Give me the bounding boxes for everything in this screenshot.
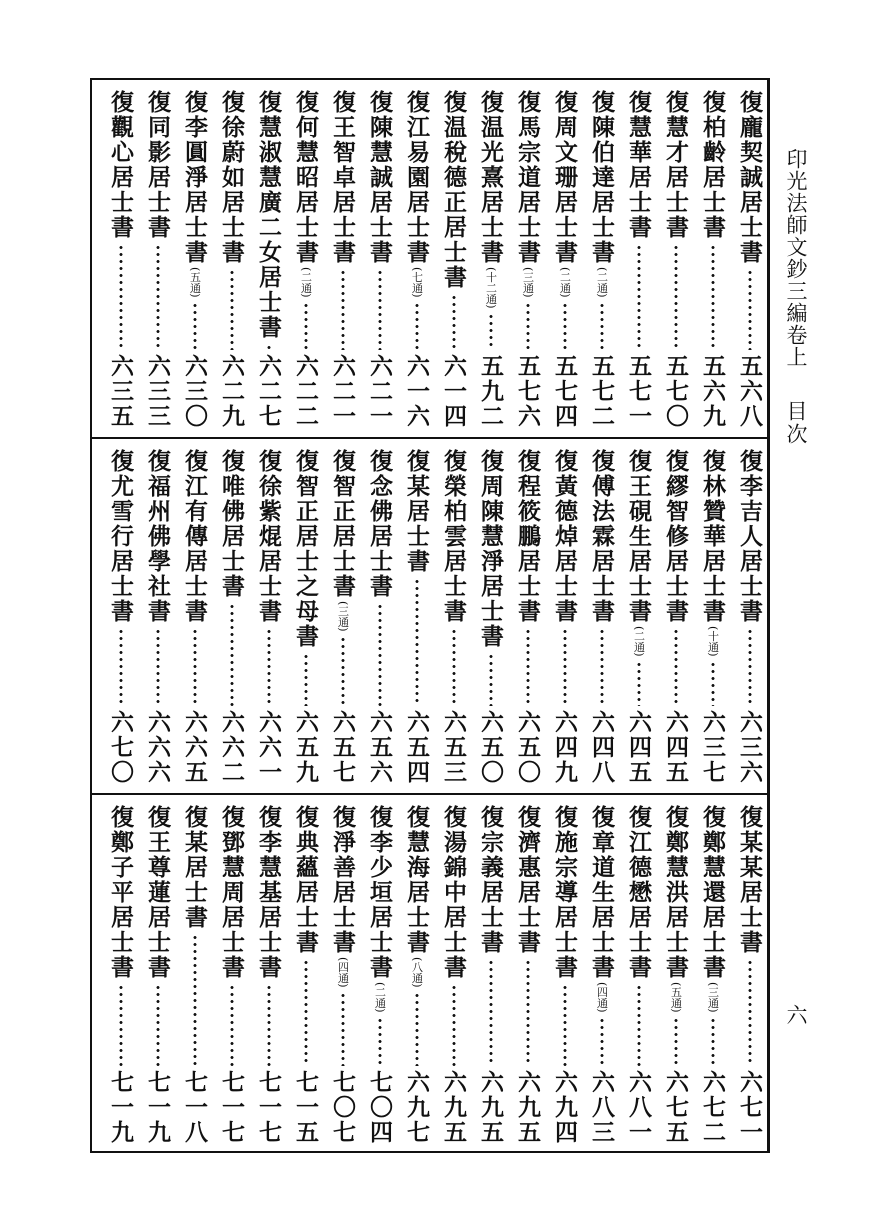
toc-entry-title: 復温光熹居士書 [477, 90, 504, 265]
leader-dots [710, 244, 716, 350]
toc-entry-page: 五七四 [551, 354, 578, 429]
toc-entry-page: 六一四 [440, 354, 467, 429]
toc-entry-page: 六九七 [403, 1070, 430, 1145]
toc-entry-title: 復同影居士書 [144, 90, 171, 240]
toc-entry-title: 復徐紫焜居士書 [255, 449, 282, 624]
toc-entry [657, 795, 694, 1151]
toc-entry [361, 439, 398, 791]
toc-entry-page: 六五三 [440, 710, 467, 785]
leader-dots [118, 628, 124, 706]
toc-entry-title: 復馬宗道居士書 [514, 90, 541, 265]
leader-dots [747, 959, 753, 1066]
toc-entry [139, 795, 176, 1151]
toc-entry-title: 復慧華居士書 [625, 90, 652, 240]
toc-entry [176, 80, 213, 435]
toc-entry-title: 復慧海居士書 [403, 805, 430, 955]
toc-entry-page: 五九二 [477, 354, 504, 429]
toc-entry-title: 復周陳慧淨居士書 [477, 449, 504, 649]
leader-dots [414, 578, 420, 706]
toc-entry-title: 復福州佛學社書 [144, 449, 171, 624]
toc-entry-page: 七一七 [255, 1070, 282, 1145]
toc-entry-title: 復智正居士書 [329, 449, 356, 599]
toc-entry-title: 復柏齡居士書 [699, 90, 726, 240]
toc-entry-title: 復陳伯達居士書 [588, 90, 615, 265]
leader-dots [636, 984, 642, 1066]
leader-dots [562, 984, 568, 1066]
toc-entry [102, 795, 139, 1151]
leader-dots [636, 661, 642, 706]
toc-section-3 [92, 795, 768, 1151]
toc-columns [102, 439, 768, 791]
toc-entry [731, 80, 768, 435]
leader-dots [266, 984, 272, 1066]
leader-dots [710, 661, 716, 706]
leader-dots [451, 628, 457, 706]
toc-entry [361, 80, 398, 435]
toc-entry-title: 復鄧慧周居士書 [218, 805, 245, 980]
toc-entry [509, 795, 546, 1151]
toc-entry-page: 七一八 [181, 1070, 208, 1145]
toc-entry-page: 五七一 [625, 354, 652, 429]
leader-dots [525, 628, 531, 706]
toc-entry-page: 七一七 [218, 1070, 245, 1145]
toc-entry-page: 六七〇 [107, 710, 134, 785]
toc-entry [657, 80, 694, 435]
toc-entry-page: 六三六 [736, 710, 763, 785]
toc-entry [694, 80, 731, 435]
leader-dots [377, 269, 383, 350]
toc-entry-page: 六三三 [144, 354, 171, 429]
leader-dots [303, 653, 309, 706]
toc-entry-page: 六四五 [625, 710, 652, 785]
toc-entry-page: 六三〇 [181, 354, 208, 429]
toc-entry-title: 復智正居士之母書 [292, 449, 319, 649]
leader-dots [562, 628, 568, 706]
leader-dots [377, 1017, 383, 1066]
leader-dots [747, 269, 753, 350]
toc-entry [509, 439, 546, 791]
toc-entry-page: 六九四 [551, 1070, 578, 1145]
toc-entry-page: 七一五 [292, 1070, 319, 1145]
toc-entry-page: 六七一 [736, 1070, 763, 1145]
toc-entry-title: 復觀心居士書 [107, 90, 134, 240]
toc-entry-title: 復榮柏雲居士書 [440, 449, 467, 624]
toc-entry-page: 六五〇 [514, 710, 541, 785]
section-label: 目次 [784, 400, 808, 446]
toc-entry-note: (十二通) [484, 267, 498, 309]
toc-entry [472, 795, 509, 1151]
toc-entry-note: (二通) [299, 267, 313, 298]
toc-entry [250, 439, 287, 791]
toc-entry [139, 80, 176, 435]
toc-entry [213, 80, 250, 435]
toc-entry-title: 復王硯生居士書 [625, 449, 652, 624]
toc-entry-title: 復程筱鵬居士書 [514, 449, 541, 624]
leader-dots [673, 1017, 679, 1066]
toc-entry-page: 六六一 [255, 710, 282, 785]
toc-entry [324, 439, 361, 791]
toc-entry-title: 復湯錦中居士書 [440, 805, 467, 980]
toc-entry [472, 439, 509, 791]
toc-entry-title: 復王智卓居士書 [329, 90, 356, 265]
toc-entry [398, 439, 435, 791]
leader-dots [451, 984, 457, 1066]
toc-entry-title: 復李圓淨居士書 [181, 90, 208, 265]
leader-dots [525, 302, 531, 350]
toc-entry-note: (八通) [410, 957, 424, 988]
toc-entry-title: 復王尊蓮居士書 [144, 805, 171, 980]
leader-dots [155, 984, 161, 1066]
toc-entry [102, 80, 139, 435]
toc-entry-title: 復傅法霖居士書 [588, 449, 615, 624]
leader-dots [340, 269, 346, 350]
toc-entry-title: 復某某居士書 [736, 805, 763, 955]
toc-entry-page: 六二二 [292, 354, 319, 429]
toc-entry-title: 復江德懋居士書 [625, 805, 652, 980]
toc-entry-title: 復何慧昭居士書 [292, 90, 319, 265]
toc-entry [546, 795, 583, 1151]
leader-dots [673, 628, 679, 706]
toc-entry-title: 復尤雪行居士書 [107, 449, 134, 624]
leader-dots [451, 294, 457, 350]
leader-dots [192, 302, 198, 350]
toc-entry [250, 795, 287, 1151]
toc-entry [546, 439, 583, 791]
toc-entry [620, 80, 657, 435]
toc-entry [620, 795, 657, 1151]
leader-dots [377, 603, 383, 706]
toc-entry [435, 795, 472, 1151]
toc-entry-page: 五七六 [514, 354, 541, 429]
leader-dots [488, 313, 494, 350]
toc-entry-page: 六二七 [255, 354, 282, 429]
toc-entry-note: (十通) [706, 626, 720, 657]
toc-entry [324, 80, 361, 435]
running-title: 印光法師文鈔三編卷上 [784, 148, 808, 368]
toc-entry [472, 80, 509, 435]
toc-entry [250, 80, 287, 435]
toc-entry [287, 439, 324, 791]
leader-dots [229, 269, 235, 350]
toc-entry-title: 復龐契誠居士書 [736, 90, 763, 265]
toc-entry-page: 六四五 [662, 710, 689, 785]
toc-entry-title: 復陳慧誠居士書 [366, 90, 393, 265]
toc-entry-title: 復林贊華居士書 [699, 449, 726, 624]
toc-entry-title: 復章道生居士書 [588, 805, 615, 980]
toc-entry-title: 復某居士書 [181, 805, 208, 930]
toc-entry-page: 五六八 [736, 354, 763, 429]
toc-entry-title: 復鄭慧還居士書 [699, 805, 726, 980]
leader-dots [414, 992, 420, 1066]
toc-entry-title: 復李少垣居士書 [366, 805, 393, 980]
toc-entry-note: (三通) [521, 267, 535, 298]
leader-dots [266, 344, 272, 350]
toc-entry-note: (三通) [706, 982, 720, 1013]
toc-entry-page: 七一九 [107, 1070, 134, 1145]
toc-entry [176, 795, 213, 1151]
leader-dots [562, 302, 568, 350]
toc-entry [583, 80, 620, 435]
leader-dots [303, 302, 309, 350]
toc-entry-title: 復某居士書 [403, 449, 430, 574]
leader-dots [303, 959, 309, 1066]
leader-dots [192, 628, 198, 706]
toc-entry-title: 復典蘊居士書 [292, 805, 319, 955]
leader-dots [118, 244, 124, 350]
toc-entry-page: 六六二 [218, 710, 245, 785]
toc-entry-page: 六三七 [699, 710, 726, 785]
leader-dots [747, 628, 753, 706]
toc-entry [546, 80, 583, 435]
toc-entry-page: 六二一 [366, 354, 393, 429]
toc-entry [213, 795, 250, 1151]
toc-entry [398, 795, 435, 1151]
toc-entry-title: 復江有傳居士書 [181, 449, 208, 624]
toc-entry-title: 復濟惠居士書 [514, 805, 541, 955]
toc-entry [694, 795, 731, 1151]
toc-entry-page: 五七二 [588, 354, 615, 429]
toc-columns [102, 80, 768, 435]
toc-entry-note: (二通) [373, 982, 387, 1013]
toc-entry [657, 439, 694, 791]
toc-entry-title: 復周文珊居士書 [551, 90, 578, 265]
toc-entry-page: 六七二 [699, 1070, 726, 1145]
toc-entry-page: 六四八 [588, 710, 615, 785]
toc-entry-title: 復鄭子平居士書 [107, 805, 134, 980]
toc-entry-page: 六三五 [107, 354, 134, 429]
toc-entry-page: 六六六 [144, 710, 171, 785]
toc-entry [324, 795, 361, 1151]
toc-entry-page: 六六五 [181, 710, 208, 785]
toc-entry-page: 五七〇 [662, 354, 689, 429]
toc-entry-title: 復念佛居士書 [366, 449, 393, 599]
leader-dots [118, 984, 124, 1066]
toc-entry-page: 六九五 [514, 1070, 541, 1145]
toc-entry [435, 439, 472, 791]
leader-dots [229, 984, 235, 1066]
toc-entry-page: 六五〇 [477, 710, 504, 785]
toc-entry [620, 439, 657, 791]
toc-entry [287, 795, 324, 1151]
leader-dots [525, 959, 531, 1066]
leader-dots [340, 992, 346, 1066]
toc-entry-title: 復黃德焯居士書 [551, 449, 578, 624]
toc-entry [694, 439, 731, 791]
leader-dots [155, 244, 161, 350]
toc-entry-note: (五通) [669, 982, 683, 1013]
leader-dots [599, 1017, 605, 1066]
toc-entry-page: 六五九 [292, 710, 319, 785]
toc-entry [731, 795, 768, 1151]
toc-section-1 [92, 80, 768, 435]
leader-dots [229, 603, 235, 706]
toc-entry [731, 439, 768, 791]
leader-dots [636, 244, 642, 350]
toc-entry-page: 七〇七 [329, 1070, 356, 1145]
toc-entry-note: (五通) [188, 267, 202, 298]
toc-entry [583, 439, 620, 791]
toc-entry-title: 復温稅德正居士書 [440, 90, 467, 290]
toc-entry-page: 六八三 [588, 1070, 615, 1145]
leader-dots [488, 959, 494, 1066]
toc-entry-page: 六一六 [403, 354, 430, 429]
toc-entry-page: 七一九 [144, 1070, 171, 1145]
toc-entry-title: 復慧才居士書 [662, 90, 689, 240]
toc-entry [398, 80, 435, 435]
toc-entry [213, 439, 250, 791]
toc-entry-page: 六四九 [551, 710, 578, 785]
leader-dots [266, 628, 272, 706]
toc-entry-title: 復徐蔚如居士書 [218, 90, 245, 265]
toc-entry [583, 795, 620, 1151]
toc-entry [139, 439, 176, 791]
toc-entry-note: (二通) [632, 626, 646, 657]
toc-entry-note: (七通) [410, 267, 424, 298]
toc-entry-page: 六二一 [329, 354, 356, 429]
toc-entry-title: 復施宗導居士書 [551, 805, 578, 980]
toc-entry-note: (四通) [595, 982, 609, 1013]
toc-entry-page: 六五六 [366, 710, 393, 785]
toc-entry-title: 復繆智修居士書 [662, 449, 689, 624]
leader-dots [673, 244, 679, 350]
toc-entry [509, 80, 546, 435]
page-number: 六 [784, 1004, 808, 1025]
leader-dots [414, 302, 420, 350]
toc-entry-page: 六九五 [477, 1070, 504, 1145]
toc-entry [435, 80, 472, 435]
toc-entry-title: 復唯佛居士書 [218, 449, 245, 599]
toc-entry-page: 七〇四 [366, 1070, 393, 1145]
leader-dots [488, 653, 494, 706]
leader-dots [710, 1017, 716, 1066]
toc-entry-title: 復江易園居士書 [403, 90, 430, 265]
toc-entry-title: 復淨善居士書 [329, 805, 356, 955]
toc-entry-note: (二通) [558, 267, 572, 298]
leader-dots [340, 636, 346, 706]
toc-entry-title: 復鄭慧洪居士書 [662, 805, 689, 980]
toc-entry-note: (三通) [336, 601, 350, 632]
toc-entry-title: 復李吉人居士書 [736, 449, 763, 624]
toc-entry-page: 六七五 [662, 1070, 689, 1145]
toc-entry-note: (二通) [595, 267, 609, 298]
toc-entry [287, 80, 324, 435]
toc-entry-title: 復李慧基居士書 [255, 805, 282, 980]
toc-entry-page: 五六九 [699, 354, 726, 429]
toc-entry-note: (四通) [336, 957, 350, 988]
toc-entry [102, 439, 139, 791]
toc-entry-page: 六八一 [625, 1070, 652, 1145]
toc-section-2 [92, 439, 768, 791]
toc-entry-title: 復宗義居士書 [477, 805, 504, 955]
toc-entry [176, 439, 213, 791]
leader-dots [155, 628, 161, 706]
leader-dots [599, 302, 605, 350]
toc-columns [102, 795, 768, 1151]
toc-entry-page: 六五四 [403, 710, 430, 785]
leader-dots [599, 628, 605, 706]
toc-entry-page: 六五七 [329, 710, 356, 785]
toc-entry-title: 復慧淑慧廣二女居士書 [255, 90, 282, 340]
leader-dots [192, 934, 198, 1066]
toc-entry-page: 六九五 [440, 1070, 467, 1145]
toc-entry [361, 795, 398, 1151]
toc-entry-page: 六二九 [218, 354, 245, 429]
